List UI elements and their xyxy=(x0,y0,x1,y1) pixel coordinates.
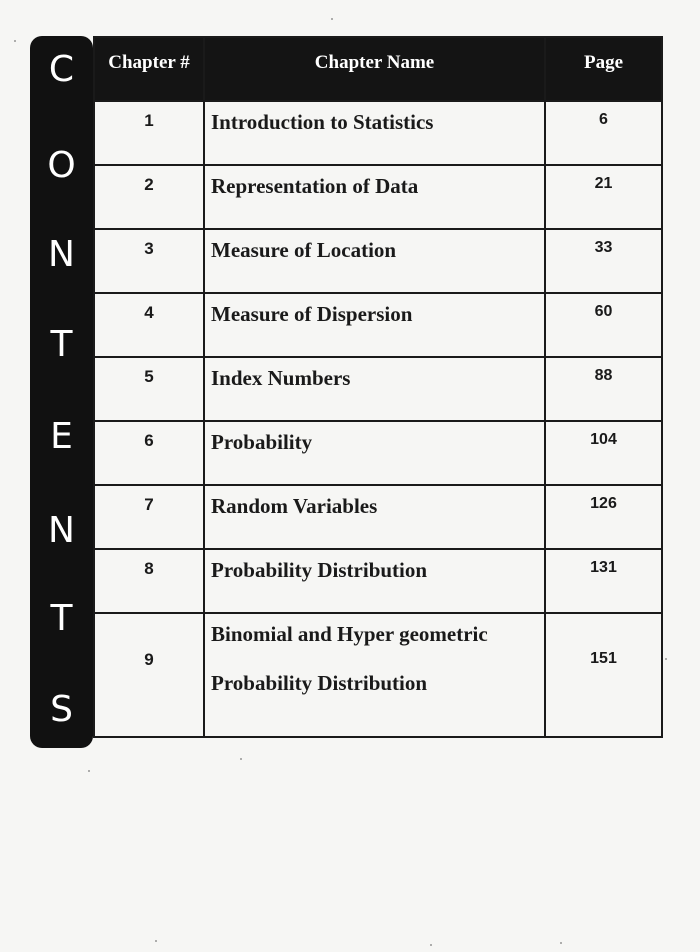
chapter-page: 6 xyxy=(545,101,662,165)
contents-letter: N xyxy=(48,234,75,275)
table-row xyxy=(94,165,662,229)
contents-letter: T xyxy=(50,598,73,639)
contents-letter: O xyxy=(47,145,76,186)
chapter-name-line2: Probability Distribution xyxy=(211,671,428,695)
contents-letter: E xyxy=(50,416,73,457)
chapter-name-header: Chapter Name xyxy=(204,37,545,101)
chapter-number: 8 xyxy=(94,549,204,613)
chapter-name: Random Variables xyxy=(204,485,545,549)
chapter-page: 104 xyxy=(545,421,662,485)
table-row xyxy=(94,485,662,549)
chapter-name: Measure of Dispersion xyxy=(204,293,545,357)
scan-speck xyxy=(240,758,242,760)
scan-speck xyxy=(665,658,667,660)
chapter-name: Probability Distribution xyxy=(204,549,545,613)
table-row xyxy=(94,357,662,421)
contents-letter: C xyxy=(48,49,75,90)
contents-letter: S xyxy=(50,689,73,730)
page-header: Page xyxy=(545,37,662,101)
chapter-name: Index Numbers xyxy=(204,357,545,421)
chapter-page: 21 xyxy=(545,165,662,229)
contents-table xyxy=(93,36,663,738)
scan-speck xyxy=(14,40,16,42)
chapter-number: 3 xyxy=(94,229,204,293)
table-row xyxy=(94,293,662,357)
chapter-number: 1 xyxy=(94,101,204,165)
chapter-number: 4 xyxy=(94,293,204,357)
chapter-number: 2 xyxy=(94,165,204,229)
scan-speck xyxy=(155,940,157,942)
table-row xyxy=(94,549,662,613)
contents-letter: N xyxy=(48,510,75,551)
chapter-name: Representation of Data xyxy=(204,165,545,229)
contents-letter: T xyxy=(50,324,73,365)
scan-speck xyxy=(331,18,333,20)
chapter-number: 6 xyxy=(94,421,204,485)
chapter-page: 88 xyxy=(545,357,662,421)
chapter-number: 9 xyxy=(94,613,204,737)
scan-speck xyxy=(430,944,432,946)
chapter-name: Probability xyxy=(204,421,545,485)
chapter-number-header: Chapter # xyxy=(94,37,204,101)
chapter-name-line1: Binomial and Hyper geometric xyxy=(211,622,488,646)
chapter-page: 151 xyxy=(545,613,662,737)
scan-speck xyxy=(88,770,90,772)
chapter-number: 7 xyxy=(94,485,204,549)
chapter-page: 131 xyxy=(545,549,662,613)
table-row xyxy=(94,101,662,165)
table-header-row xyxy=(94,37,662,101)
table-row xyxy=(94,613,662,737)
table-row xyxy=(94,421,662,485)
chapter-name xyxy=(204,613,545,737)
chapter-page: 126 xyxy=(545,485,662,549)
chapter-number: 5 xyxy=(94,357,204,421)
chapter-page: 33 xyxy=(545,229,662,293)
chapter-name: Measure of Location xyxy=(204,229,545,293)
scan-speck xyxy=(560,942,562,944)
chapter-name: Introduction to Statistics xyxy=(204,101,545,165)
contents-side-band xyxy=(30,36,93,748)
chapter-page: 60 xyxy=(545,293,662,357)
table-row xyxy=(94,229,662,293)
